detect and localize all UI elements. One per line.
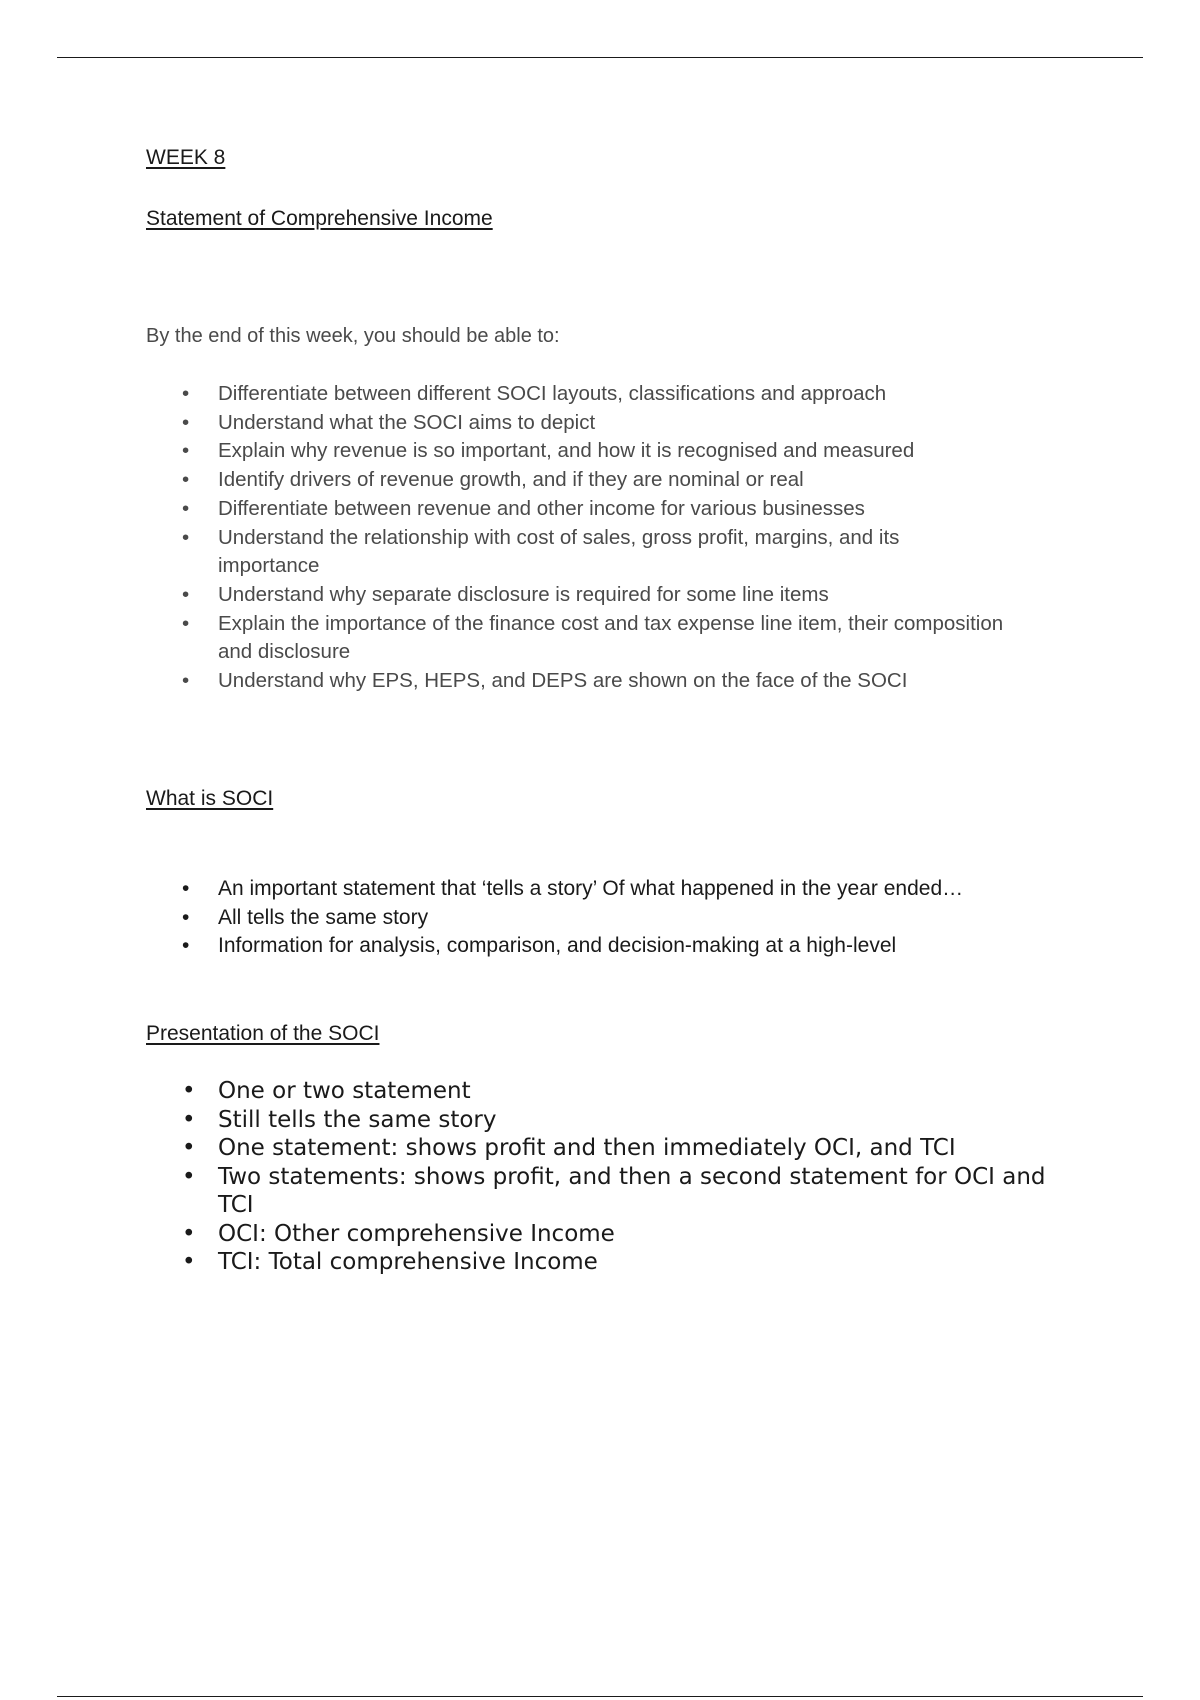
list-item: • Information for analysis, comparison, and decision-making at a high-level [146,932,1106,961]
list-item: • Explain the importance of the finance cost and tax expense line item, their composition and disclosure [146,610,1006,667]
list-item: • Differentiate between revenue and other income for various businesses [146,495,1006,524]
header-rule [57,57,1143,58]
list-item: • Understand why EPS, HEPS, and DEPS are shown on the face of the SOCI [146,667,1006,696]
what-is-soci-list [146,875,1106,961]
list-item: • An important statement that ‘tells a story’ Of what happened in the year ended… [146,875,1106,904]
list-item: • TCI: Total comprehensive Income [146,1248,1066,1277]
list-item: • All tells the same story [146,904,1106,933]
list-item: • Understand what the SOCI aims to depict [146,409,1006,438]
what-is-soci-heading: What is SOCI [146,787,274,810]
objectives-intro: By the end of this week, you should be able to: [146,325,560,347]
list-item: • Understand the relationship with cost of sales, gross profit, margins, and its importance [146,524,1006,581]
objectives-list [146,380,1006,696]
list-item: • Explain why revenue is so important, and how it is recognised and measured [146,437,1006,466]
presentation-heading: Presentation of the SOCI [146,1022,380,1045]
footer-rule [57,1696,1143,1697]
list-item: • Two statements: shows profit, and then a second statement for OCI and TCI [146,1163,1066,1220]
document-title: Statement of Comprehensive Income [146,207,493,230]
list-item: • Differentiate between different SOCI layouts, classifications and approach [146,380,1006,409]
list-item: • Understand why separate disclosure is required for some line items [146,581,1006,610]
presentation-list [146,1077,1066,1277]
list-item: • OCI: Other comprehensive Income [146,1220,1066,1249]
list-item: • Still tells the same story [146,1106,1066,1135]
list-item: • One statement: shows profit and then immediately OCI, and TCI [146,1134,1066,1163]
list-item: • Identify drivers of revenue growth, and if they are nominal or real [146,466,1006,495]
list-item: • One or two statement [146,1077,1066,1106]
week-label: WEEK 8 [146,146,226,169]
